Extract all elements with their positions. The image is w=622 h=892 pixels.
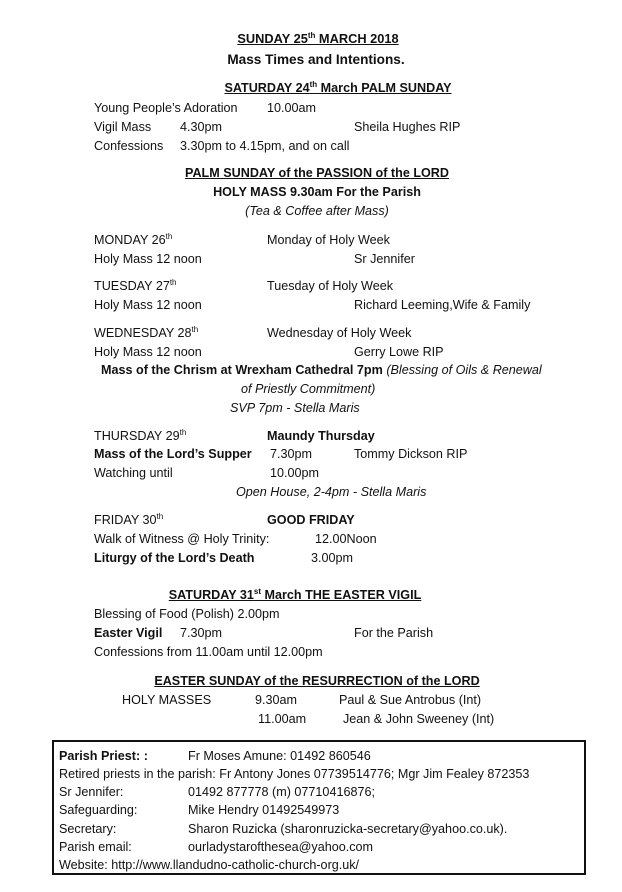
tuesday-desc: Tuesday of Holy Week [267, 279, 393, 293]
watching-label: Watching until [94, 466, 173, 480]
monday-mass: Holy Mass 12 noon [94, 252, 202, 266]
wednesday-desc: Wednesday of Holy Week [267, 326, 412, 340]
priest-value: Fr Moses Amune: 01492 860546 [188, 749, 371, 763]
supper-label: Mass of the Lord’s Supper [94, 447, 252, 461]
email-label: Parish email: [59, 840, 132, 854]
holy-masses-label: HOLY MASSES [122, 693, 212, 707]
chrism-mass-line: Mass of the Chrism at Wrexham Cathedral 7pm (Blessing of Oils & Renewal [101, 363, 542, 377]
wednesday-day: WEDNESDAY 28th [94, 325, 199, 340]
page-title: SUNDAY 25th MARCH 2018 [237, 31, 399, 46]
jennifer-label: Sr Jennifer: [59, 785, 124, 799]
vigil-intention: Sheila Hughes RIP [354, 120, 461, 134]
friday-day: FRIDAY 30th [94, 512, 164, 527]
retired-priests: Retired priests in the parish: Fr Antony Jones 07739514776; Mgr Jim Fealey 872353 [59, 767, 530, 781]
easter-mass-time-1: 9.30am [255, 693, 298, 707]
jennifer-value: 01492 877778 (m) 07710416876; [188, 785, 375, 799]
supper-intention: Tommy Dickson RIP [354, 447, 468, 461]
easter-confessions: Confessions from 11.00am until 12.00pm [94, 645, 323, 659]
palm-sunday-heading: PALM SUNDAY of the PASSION of the LORD [184, 166, 449, 180]
adoration-time: 10.00am [267, 101, 317, 115]
easter-mass-intention-1: Paul & Sue Antrobus (Int) [339, 693, 482, 707]
walk-time: 12.00Noon [315, 532, 377, 546]
secretary-value: Sharon Ruzicka (sharonruzicka-secretary@yahoo.co.uk). [188, 822, 508, 836]
palm-sunday-note: (Tea & Coffee after Mass) [245, 204, 389, 218]
tuesday-intention: Richard Leeming,Wife & Family [354, 298, 531, 312]
monday-desc: Monday of Holy Week [267, 233, 390, 247]
chrism-mass-cont: of Priestly Commitment) [241, 382, 376, 396]
vigil-label: Vigil Mass [94, 120, 152, 134]
palm-sunday-mass: HOLY MASS 9.30am For the Parish [213, 185, 421, 199]
confessions-label: Confessions [94, 139, 164, 153]
easter-vigil-time: 7.30pm [180, 626, 223, 640]
monday-day: MONDAY 26th [94, 232, 173, 247]
saturday-heading: SATURDAY 24th March PALM SUNDAY [224, 80, 452, 95]
easter-vigil-heading: SATURDAY 31st March THE EASTER VIGIL [168, 587, 422, 602]
safeguarding-value: Mike Hendry 01492549973 [188, 803, 340, 817]
tuesday-mass: Holy Mass 12 noon [94, 298, 202, 312]
liturgy-label: Liturgy of the Lord’s Death [94, 551, 255, 565]
walk-label: Walk of Witness @ Holy Trinity: [94, 532, 270, 546]
liturgy-time: 3.00pm [311, 551, 354, 565]
parish-contacts-box [52, 740, 586, 875]
easter-sunday-heading: EASTER SUNDAY of the RESURRECTION of the LORD [154, 674, 480, 688]
thursday-day: THURSDAY 29th [94, 428, 187, 443]
website-link[interactable]: Website: http://www.llandudno-catholic-church-org.uk/ [59, 858, 360, 872]
easter-vigil-label: Easter Vigil [94, 626, 163, 640]
blessing-food: Blessing of Food (Polish) 2.00pm [94, 607, 280, 621]
easter-mass-time-2: 11.00am [258, 712, 307, 726]
safeguarding-label: Safeguarding: [59, 803, 138, 817]
svp-meeting: SVP 7pm - Stella Maris [230, 401, 360, 415]
email-value: ourladystaroftheseа@yahoo.com [188, 840, 374, 854]
priest-label: Parish Priest: : [59, 749, 148, 763]
supper-time: 7.30pm [270, 447, 313, 461]
page-subtitle: Mass Times and Intentions. [227, 52, 405, 67]
wednesday-intention: Gerry Lowe RIP [354, 345, 444, 359]
easter-vigil-intention: For the Parish [354, 626, 434, 640]
watching-time: 10.00pm [270, 466, 320, 480]
thursday-desc: Maundy Thursday [267, 429, 375, 443]
open-house: Open House, 2-4pm - Stella Maris [236, 485, 427, 499]
confessions-time: 3.30pm to 4.15pm, and on call [180, 139, 350, 153]
tuesday-day: TUESDAY 27th [94, 278, 177, 293]
friday-desc: GOOD FRIDAY [267, 513, 355, 527]
vigil-time: 4.30pm [180, 120, 223, 134]
secretary-label: Secretary: [59, 822, 117, 836]
wednesday-mass: Holy Mass 12 noon [94, 345, 202, 359]
easter-mass-intention-2: Jean & John Sweeney (Int) [343, 712, 495, 726]
monday-intention: Sr Jennifer [354, 252, 415, 266]
adoration-label: Young People’s Adoration [94, 101, 238, 115]
